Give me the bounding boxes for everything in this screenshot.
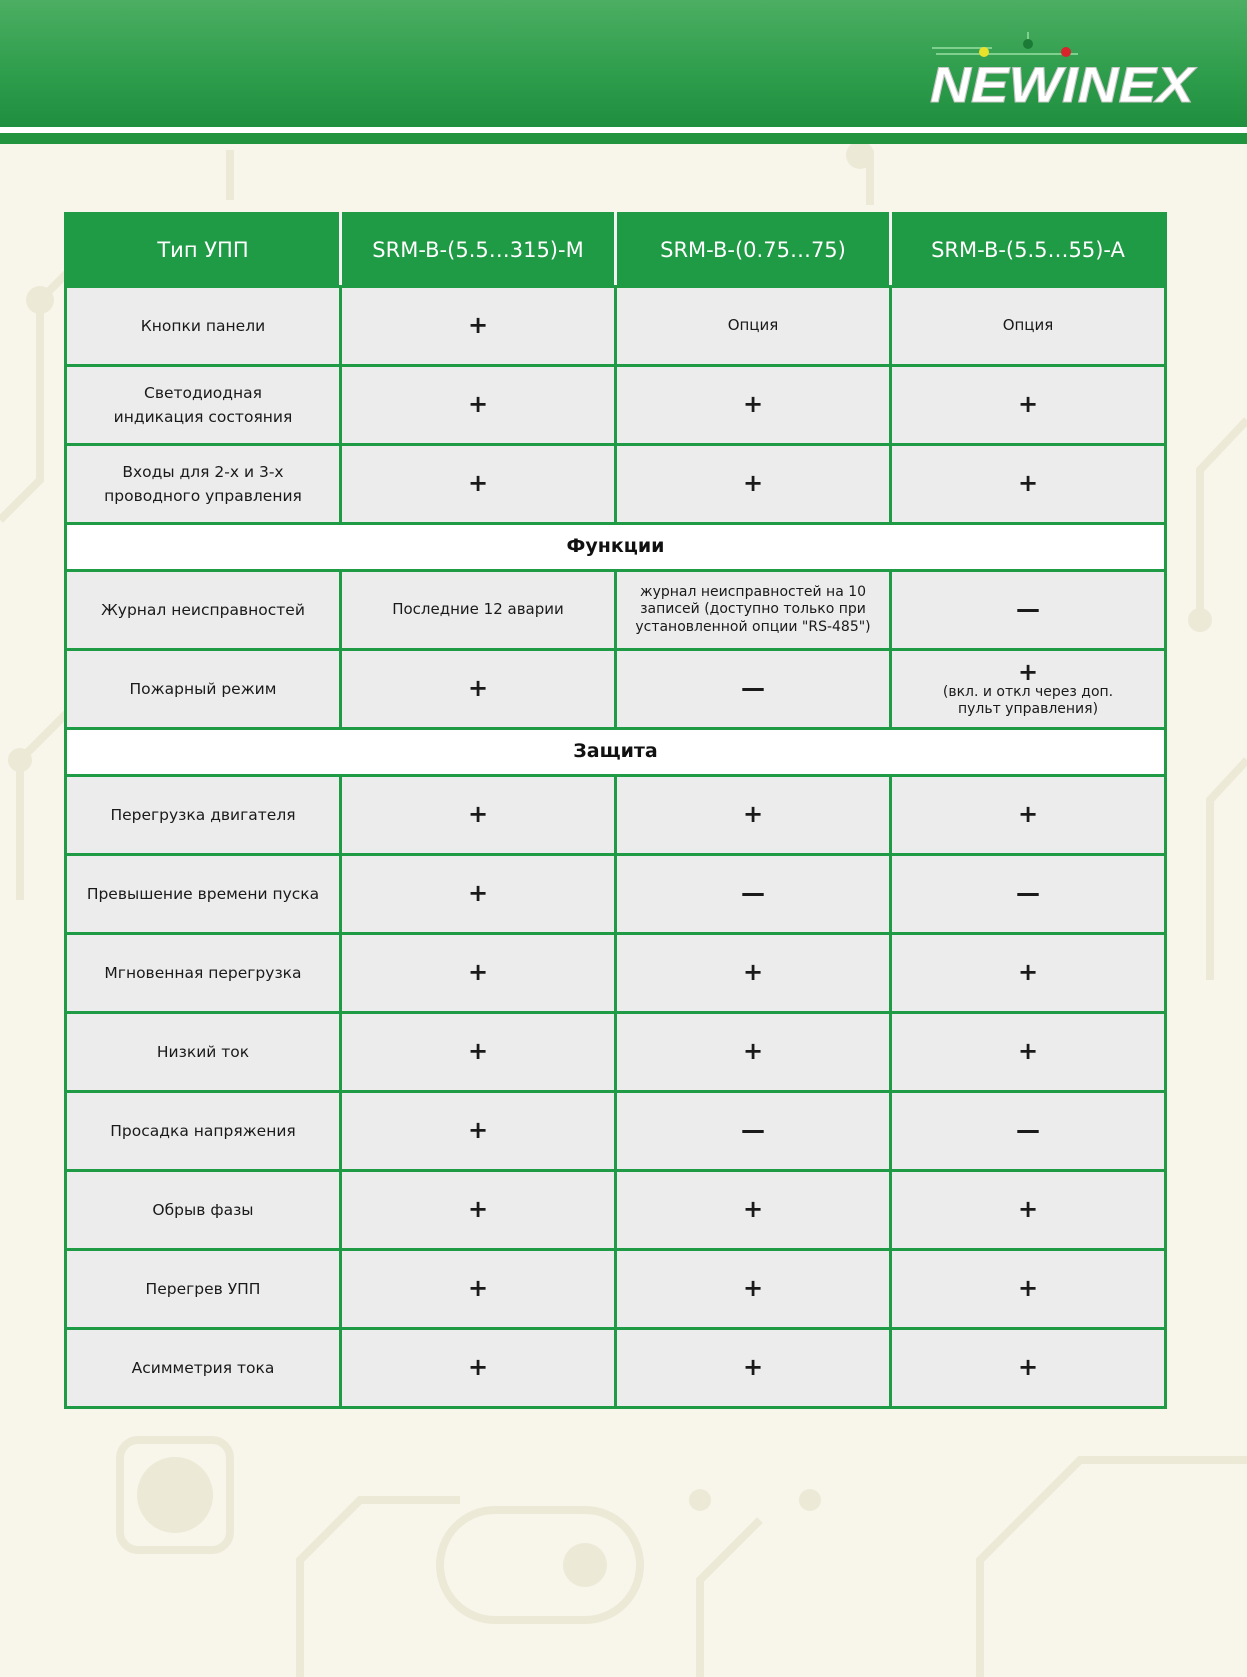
row-label: Мгновенная перегрузка xyxy=(66,934,341,1013)
header-model-base: SRM-B-(0.75…75) xyxy=(616,214,891,287)
table-cell: + xyxy=(341,366,616,445)
table-cell: + xyxy=(616,366,891,445)
table-cell: + xyxy=(616,776,891,855)
table-row xyxy=(66,1250,1166,1329)
table-cell xyxy=(891,650,1166,729)
table-cell: + xyxy=(891,1171,1166,1250)
header-model-m: SRM-B-(5.5…315)-M xyxy=(341,214,616,287)
table-cell: + xyxy=(891,366,1166,445)
table-cell xyxy=(616,571,891,650)
section-title: Защита xyxy=(66,729,1166,776)
table-cell: + xyxy=(616,1250,891,1329)
table-cell: + xyxy=(341,1092,616,1171)
table-cell: + xyxy=(341,287,616,366)
table-cell: + xyxy=(891,1329,1166,1408)
logo-wordmark: NEWINEX xyxy=(930,57,1197,110)
row-label xyxy=(66,445,341,524)
row-label: Перегрев УПП xyxy=(66,1250,341,1329)
header-divider-green xyxy=(0,133,1247,144)
table-cell: + xyxy=(891,1013,1166,1092)
row-label: Пожарный режим xyxy=(66,650,341,729)
table-row xyxy=(66,445,1166,524)
table-cell: — xyxy=(616,650,891,729)
table-cell: + xyxy=(616,445,891,524)
table-cell: — xyxy=(891,855,1166,934)
section-row-protection xyxy=(66,729,1166,776)
logo-dot-yellow-icon xyxy=(979,47,989,57)
row-label xyxy=(66,366,341,445)
table-row xyxy=(66,366,1166,445)
table-cell: + xyxy=(341,1329,616,1408)
table-cell: + xyxy=(341,1013,616,1092)
table-header-row xyxy=(66,214,1166,287)
table-cell: — xyxy=(616,1092,891,1171)
table-cell: + xyxy=(891,776,1166,855)
table-cell: — xyxy=(891,1092,1166,1171)
table-row xyxy=(66,776,1166,855)
table-cell: + xyxy=(891,1250,1166,1329)
table-row xyxy=(66,287,1166,366)
table-cell: + xyxy=(341,650,616,729)
row-label: Превышение времени пуска xyxy=(66,855,341,934)
table-row xyxy=(66,934,1166,1013)
row-label: Асимметрия тока xyxy=(66,1329,341,1408)
row-label: Низкий ток xyxy=(66,1013,341,1092)
row-label: Просадка напряжения xyxy=(66,1092,341,1171)
cell-note: (вкл. и откл через доп. пульт управления) xyxy=(942,683,1114,717)
table-cell: — xyxy=(891,571,1166,650)
section-row-functions xyxy=(66,524,1166,571)
row-label: Перегрузка двигателя xyxy=(66,776,341,855)
newinex-logo xyxy=(928,26,1208,110)
row-label-text: Входы для 2-х и 3-х проводного управления xyxy=(104,462,302,505)
table-cell: — xyxy=(616,855,891,934)
table-cell: + xyxy=(891,934,1166,1013)
table-row xyxy=(66,650,1166,729)
cell-text: журнал неисправностей на 10 записей (доступно только при установленной опции "RS-485") xyxy=(635,583,871,635)
row-label: Обрыв фазы xyxy=(66,1171,341,1250)
logo-dot-green-icon xyxy=(1023,39,1033,49)
row-label: Кнопки панели xyxy=(66,287,341,366)
table-cell: + xyxy=(341,855,616,934)
comparison-table xyxy=(64,212,1167,1409)
table-cell: + xyxy=(616,1013,891,1092)
header-model-a: SRM-B-(5.5…55)-A xyxy=(891,214,1166,287)
table-cell: + xyxy=(616,1171,891,1250)
table-cell: + xyxy=(341,445,616,524)
header-type-label: Тип УПП xyxy=(66,214,341,287)
section-title: Функции xyxy=(66,524,1166,571)
row-label-text: Светодиодная индикация состояния xyxy=(113,383,293,426)
table-row xyxy=(66,1013,1166,1092)
table-row xyxy=(66,1329,1166,1408)
table-cell: + xyxy=(341,934,616,1013)
table-cell: + xyxy=(891,445,1166,524)
cell-plus: + xyxy=(1017,657,1039,686)
table-cell: + xyxy=(341,1250,616,1329)
table-cell: + xyxy=(616,934,891,1013)
table-cell: Опция xyxy=(891,287,1166,366)
table-row xyxy=(66,1092,1166,1171)
table-cell: Опция xyxy=(616,287,891,366)
table-row xyxy=(66,855,1166,934)
table-row xyxy=(66,1171,1166,1250)
table-cell: + xyxy=(616,1329,891,1408)
table-cell: + xyxy=(341,776,616,855)
row-label: Журнал неисправностей xyxy=(66,571,341,650)
table-cell: + xyxy=(341,1171,616,1250)
table-cell: Последние 12 аварии xyxy=(341,571,616,650)
logo-dot-red-icon xyxy=(1061,47,1071,57)
table-row xyxy=(66,571,1166,650)
